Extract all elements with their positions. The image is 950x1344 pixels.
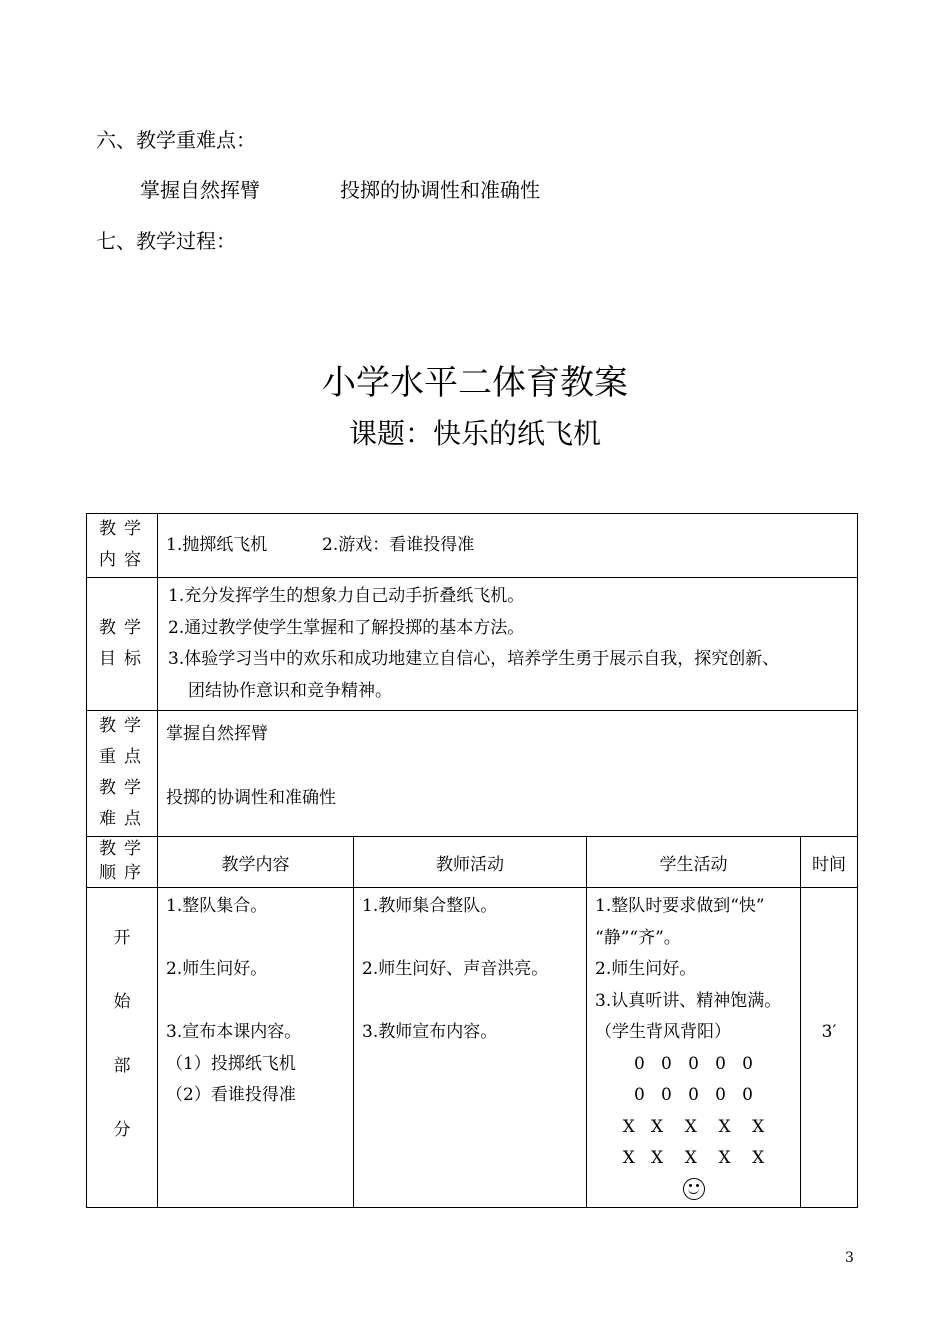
- row-key-difficulty: [87, 711, 858, 837]
- goal-3b: 团结协作意识和竞争精神。: [188, 680, 392, 701]
- teaching-content-cell: [158, 514, 858, 578]
- label-opening-part: 开 始 部 分: [87, 888, 158, 1208]
- header-teaching-content: 教学内容: [158, 837, 354, 888]
- time-value: 3′: [821, 1022, 837, 1042]
- student-line: “静”“齐”。: [595, 927, 681, 948]
- content-item-1: 1.抛掷纸飞机: [166, 534, 268, 555]
- content-item-2: 2.游戏：看谁投得准: [322, 534, 475, 555]
- content-line: 3.宣布本课内容。: [166, 1022, 302, 1042]
- student-line: 1.整队时要求做到“快”: [595, 896, 765, 916]
- formation-row: X X X X X: [622, 1148, 765, 1168]
- label-teaching-content: 教学 内容: [87, 514, 158, 578]
- opening-student-cell: [587, 888, 801, 1208]
- teacher-line: 2.师生问好、声音洪亮。: [362, 959, 549, 979]
- smiley-icon: [683, 1178, 705, 1200]
- row-teaching-goals: [87, 578, 858, 711]
- teacher-line: 3.教师宣布内容。: [362, 1022, 498, 1042]
- teacher-line: 1.教师集合整队。: [362, 896, 498, 916]
- opening-teacher-cell: [354, 888, 587, 1208]
- formation-row: 0 0 0 0 0: [634, 1085, 753, 1105]
- header-teacher-activity: 教师活动: [354, 837, 587, 888]
- section-seven-heading: 七、教学过程：: [96, 229, 236, 253]
- section-six-heading: 六、教学重难点：: [96, 128, 256, 152]
- plan-subtitle: 课题：快乐的纸飞机: [348, 417, 601, 450]
- row-teaching-content: [87, 514, 858, 578]
- opening-time-cell: [801, 888, 858, 1208]
- label-key-difficulty: 教学 重点 教学 难点: [87, 711, 158, 837]
- key-difficulty-cell: [158, 711, 858, 837]
- formation-row: X X X X X: [622, 1116, 765, 1137]
- header-time: 时间: [801, 837, 858, 888]
- goal-2: 2.通过教学使学生掌握和了解投掷的基本方法。: [168, 617, 525, 638]
- content-line: （2）看谁投得准: [166, 1085, 296, 1105]
- content-line: 2.师生问好。: [166, 959, 268, 979]
- lesson-plan-table: [86, 513, 858, 1208]
- formation-row: 0 0 0 0 0: [634, 1053, 753, 1074]
- goal-1: 1.充分发挥学生的想象力自己动手折叠纸飞机。: [168, 586, 525, 606]
- student-line: （学生背风背阳）: [595, 1022, 731, 1042]
- row-headers: [87, 837, 858, 888]
- label-teaching-order: 教学 顺序: [87, 837, 158, 888]
- page-number: 3: [845, 1250, 854, 1266]
- section-six-difficulty: 投掷的协调性和准确性: [340, 178, 540, 202]
- teaching-goals-cell: [158, 578, 858, 711]
- student-line: 3.认真听讲、精神饱满。: [595, 990, 782, 1011]
- section-six-key-point: 掌握自然挥臂: [140, 178, 260, 202]
- difficulty: 投掷的协调性和准确性: [166, 787, 336, 808]
- goal-3a: 3.体验学习当中的欢乐和成功地建立自信心，培养学生勇于展示自我，探究创新、: [168, 649, 780, 669]
- student-line: 2.师生问好。: [595, 959, 697, 979]
- content-line: （1）投掷纸飞机: [166, 1053, 296, 1074]
- content-line: 1.整队集合。: [166, 896, 268, 916]
- teacher-position: [595, 1175, 792, 1203]
- opening-content-cell: [158, 888, 354, 1208]
- label-teaching-goals: 教学 目标: [87, 578, 158, 711]
- header-student-activity: 学生活动: [587, 837, 801, 888]
- row-opening-part: [87, 888, 858, 1208]
- plan-title: 小学水平二体育教案: [322, 363, 628, 403]
- key-point: 掌握自然挥臂: [166, 724, 268, 744]
